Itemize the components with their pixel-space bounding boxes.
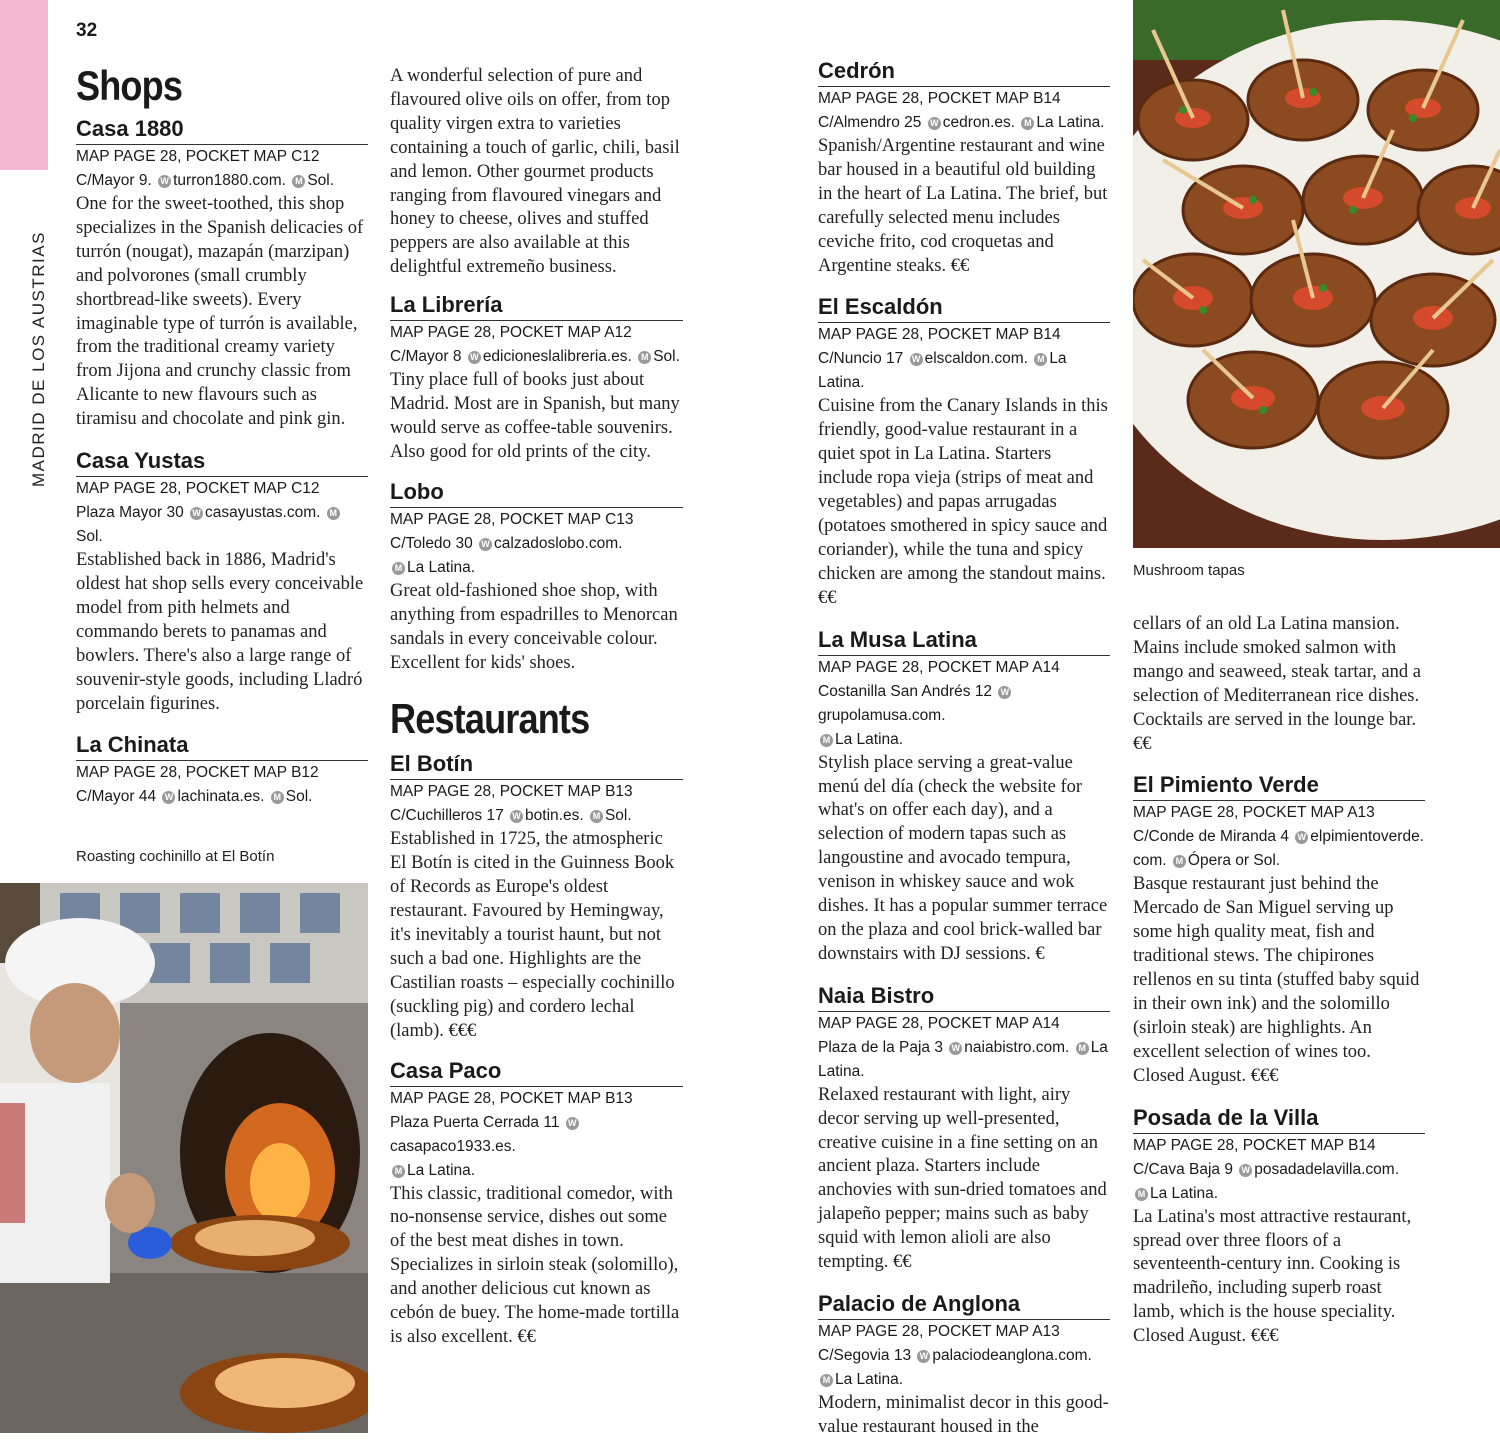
mushroom-tapas-photo (1133, 0, 1500, 548)
entry-description: Great old-fashioned shoe shop, with anything from espadrilles to Menorcan sandals in every conceivable colour. Excellent for kids' shoes. (390, 580, 678, 673)
entry-website[interactable]: naiabistro.com. (964, 1038, 1070, 1056)
metro-icon: M (292, 175, 305, 188)
entry-title: Naia Bistro (818, 983, 1110, 1012)
entry-address-line (390, 1111, 683, 1183)
entry-address: C/Segovia 13 (818, 1347, 912, 1364)
entry-title: Palacio de Anglona (818, 1291, 1110, 1320)
entry-website-cont[interactable]: com. (1133, 852, 1167, 870)
entry-map-ref: MAP PAGE 28, POCKET MAP B12 (76, 764, 319, 782)
entry-description: Cuisine from the Canary Islands in this friendly, good-value restaurant in a quiet spot in La Latina. Starters include ropa vieja (strips of meat and vegetables) and papas arrugadas (potatoes smothered in spicy sauce and coriander), while the tuna and spicy chicken are among the standout mains. €€ (818, 396, 1108, 608)
entry-address-line (390, 532, 683, 580)
entry-website[interactable]: casayustas.com. (205, 504, 321, 522)
entry-address-line (390, 804, 683, 828)
entry-description: Basque restaurant just behind the Mercado de San Miguel serving up some high quality meat, fish and traditional stews. The chipirones rellenos en su tinta (stuffed baby squid in their own ink) and the solomillo (sirloin steak) are highlights. An excellent selection of wines too. Closed August. €€€ (1133, 874, 1420, 1086)
entry-website[interactable]: posadadelavilla.com. (1254, 1160, 1400, 1178)
entry-address-line (1133, 1158, 1425, 1206)
entry-website[interactable]: cedron.es. (942, 114, 1016, 131)
entry-title: El Pimiento Verde (1133, 772, 1425, 801)
entry-description: Established in 1725, the atmospheric El Botín is cited in the Guinness Book of Records as Europe's oldest restaurant. Favoured by Hemingway, it's inevitably a tourist haunt, but not such a bad one. Highlights are the Castilian roasts – especially cochinillo (suckling pig) and cordero lechal (lamb). €€€ (390, 829, 675, 1041)
entry-address: C/Cuchilleros 17 (390, 807, 504, 825)
entry-map-ref: MAP PAGE 28, POCKET MAP B14 (1133, 1136, 1376, 1154)
entry-description: Relaxed restaurant with light, airy decor serving up well-presented, creative cuisine in a fine setting on an ancient plaza. Starters include anchovies with sun-dried tomatoes and jalapeño pepper; mains such as baby squid with lemon alioli are also tempting. €€ (818, 1084, 1107, 1273)
photo-caption-botin: Roasting cochinillo at El Botín (76, 848, 275, 865)
entry-address-line (76, 169, 368, 193)
entry-map-ref: MAP PAGE 28, POCKET MAP B14 (818, 90, 1061, 107)
web-icon: W (910, 353, 923, 366)
web-icon: W (190, 507, 203, 520)
entry-casa-yustas (76, 448, 368, 716)
entry-address: C/Toledo 30 (390, 534, 473, 552)
oven-photo-illustration (0, 883, 368, 1433)
entry-map-ref: MAP PAGE 28, POCKET MAP B13 (390, 1089, 633, 1107)
entry-title: La Librería (390, 292, 683, 321)
entry-website[interactable]: edicioneslalibreria.es. (482, 348, 632, 366)
entry-el-pimiento-verde (1133, 772, 1425, 1088)
entry-address: C/Nuncio 17 (818, 350, 904, 368)
entry-website[interactable]: botin.es. (525, 807, 584, 825)
entry-description: Established back in 1886, Madrid's oldest hat shop sells every conceivable model from pith helmets and commando berets to panamas and bowlers. There's also a large range of souvenir-style goods, including Lladró porcelain figurines. (76, 550, 364, 714)
entry-title: Posada de la Villa (1133, 1105, 1425, 1134)
entry-website[interactable]: elscaldon.com. (924, 350, 1028, 368)
entry-map-ref: MAP PAGE 28, POCKET MAP A14 (818, 658, 1060, 676)
entry-title: Casa 1880 (76, 116, 368, 145)
entry-title: Casa Paco (390, 1058, 683, 1087)
chapter-tab (0, 0, 48, 170)
entry-description: Tiny place full of books just about Madrid. Most are in Spanish, but many would serve as coffee-table souvenirs. Also good for old prints of the city. (390, 370, 680, 462)
entry-title: Lobo (390, 479, 683, 508)
restaurants-heading: Restaurants (390, 695, 590, 743)
entry-address-line (818, 1344, 1110, 1392)
entry-title: El Escaldón (818, 294, 1110, 323)
web-icon: W (158, 175, 171, 188)
entry-description: Spanish/Argentine restaurant and wine bar housed in a beautiful old building in the heart of La Latina. The brief, but carefully selected menu includes ceviche frito, cod croquetas and Argentine steaks. €€ (818, 136, 1108, 276)
entry-el-botin (390, 751, 683, 1043)
entry-map-ref: MAP PAGE 28, POCKET MAP A12 (390, 324, 632, 342)
entry-address-line (390, 345, 683, 369)
entry-la-chinata (76, 732, 368, 809)
entry-metro: Sol. (285, 788, 313, 806)
metro-icon: M (392, 1165, 405, 1178)
entry-address: C/Mayor 8 (390, 348, 462, 366)
entry-metro: Sol. (307, 172, 335, 189)
entry-website[interactable]: lachinata.es. (177, 788, 265, 806)
web-icon: W (566, 1117, 579, 1130)
web-icon: W (468, 351, 481, 364)
entry-address: C/Mayor 9. (76, 172, 152, 189)
entry-map-ref: MAP PAGE 28, POCKET MAP B14 (818, 326, 1061, 344)
entry-website[interactable]: turron1880.com. (173, 172, 286, 189)
entry-posada-de-la-villa (1133, 1105, 1425, 1349)
entry-map-ref: MAP PAGE 28, POCKET MAP B13 (390, 783, 633, 801)
column-3 (818, 58, 1110, 1440)
entry-address-line (76, 501, 368, 549)
entry-address-line (818, 111, 1110, 135)
entry-map-ref: MAP PAGE 28, POCKET MAP C13 (390, 510, 634, 528)
entry-casa-1880 (76, 116, 368, 432)
entry-title: La Chinata (76, 732, 368, 761)
metro-icon: M (1021, 117, 1034, 130)
entry-title: La Musa Latina (818, 627, 1110, 656)
entry-description: Modern, minimalist decor in this good-value restaurant housed in the (818, 1393, 1109, 1437)
metro-icon: M (327, 507, 340, 520)
web-icon: W (917, 1350, 930, 1363)
metro-icon: M (392, 562, 405, 575)
cochinillo-roasting-photo (0, 883, 368, 1433)
entry-website[interactable]: grupolamusa.com. (818, 706, 946, 724)
entry-website[interactable]: casapaco1933.es. (390, 1137, 516, 1155)
entry-casa-paco (390, 1058, 683, 1350)
entry-map-ref: MAP PAGE 28, POCKET MAP A13 (1133, 804, 1375, 822)
entry-address: C/Conde de Miranda 4 (1133, 828, 1289, 846)
entry-metro: La Latina. (818, 1038, 1108, 1080)
metro-icon: M (1173, 855, 1186, 868)
entry-description: La Latina's most attractive restaurant, spread over three floors of a seventeenth-century inn. Cooking is madrileño, including superb roast lamb, which is the house speciality. Closed August. €€€ (1133, 1206, 1412, 1347)
entry-map-ref: MAP PAGE 28, POCKET MAP A14 (818, 1014, 1060, 1032)
entry-website[interactable]: palaciodeanglona.com. (932, 1347, 1092, 1364)
entry-map-ref: MAP PAGE 28, POCKET MAP A13 (818, 1323, 1060, 1340)
entry-address: C/Almendro 25 (818, 114, 922, 131)
web-icon: W (162, 791, 175, 804)
metro-icon: M (820, 734, 833, 747)
entry-cedron (818, 58, 1110, 278)
entry-la-musa-latina (818, 627, 1110, 967)
entry-map-ref: MAP PAGE 28, POCKET MAP C12 (76, 480, 320, 498)
entry-metro: La Latina. (835, 1371, 904, 1388)
web-icon: W (1239, 1164, 1252, 1177)
column-4 (1133, 613, 1425, 1349)
entry-metro: Sol. (604, 807, 632, 825)
entry-metro: La Latina. (407, 1161, 476, 1179)
entry-address-line (818, 680, 1110, 752)
entry-address-line (818, 1036, 1110, 1084)
entry-description: Stylish place serving a great-value menú del día (check the website for what's on offer each day), and a selection of modern tapas such as langoustine and avocado tempura, venison in whiskey sauce and wok dishes. It has a popular summer terrace on the plaza and cool brick-walled bar downstairs with DJ sessions. € (818, 752, 1108, 964)
entry-website[interactable]: elpimientoverde. (1310, 828, 1425, 846)
entry-metro: La Latina. (818, 350, 1067, 392)
metro-icon: M (271, 791, 284, 804)
column-2 (390, 65, 683, 1350)
entry-map-ref: MAP PAGE 28, POCKET MAP C12 (76, 148, 320, 165)
chapter-side-label: MADRID DE LOS AUSTRIAS (29, 231, 48, 487)
entry-title: El Botín (390, 751, 683, 780)
entry-el-escaldon (818, 294, 1110, 610)
shops-heading: Shops (76, 62, 183, 109)
entry-la-libreria (390, 292, 683, 465)
web-icon: W (1295, 831, 1308, 844)
entry-metro: Ópera or Sol. (1187, 852, 1281, 870)
metro-icon: M (638, 351, 651, 364)
entry-palacio-de-anglona (818, 1291, 1110, 1440)
web-icon: W (998, 686, 1011, 699)
entry-description-continued: A wonderful selection of pure and flavoured olive oils on offer, from top quality virgen extra to varieties containing a touch of garlic, chili, basil and lemon. Other gourmet products ranging from flavoured vinegars and honey to cheese, olives and stuffed peppers are also available at this delightful extremeño business. (390, 66, 680, 278)
metro-icon: M (1034, 353, 1047, 366)
column-1 (76, 62, 368, 809)
entry-metro: La Latina. (1150, 1184, 1219, 1202)
entry-metro: La Latina. (835, 730, 904, 748)
entry-metro: Sol. (76, 528, 103, 546)
web-icon: W (510, 810, 523, 823)
entry-description-continued: cellars of an old La Latina mansion. Mains include smoked salmon with mango and seaweed, steak tartar, and a selection of Mediterranean rice dishes. Cocktails are served in the lounge bar. €€ (1133, 614, 1421, 754)
entry-website[interactable]: calzadoslobo.com. (494, 534, 623, 552)
web-icon: W (928, 117, 941, 130)
entry-address: Plaza Mayor 30 (76, 504, 184, 522)
entry-metro: La Latina. (1036, 114, 1105, 131)
web-icon: W (479, 538, 492, 551)
metro-icon: M (1076, 1042, 1089, 1055)
web-icon: W (949, 1042, 962, 1055)
entry-description: This classic, traditional comedor, with no-nonsense service, dishes out some of the best meat dishes in town. Specializes in sirloin steak (solomillo), and another delicious cut known as cebón de buey. The home-made tortilla is also excellent. €€ (390, 1183, 680, 1347)
entry-title: Cedrón (818, 58, 1110, 87)
entry-address-line (1133, 825, 1425, 873)
metro-icon: M (820, 1374, 833, 1387)
entry-title: Casa Yustas (76, 448, 368, 477)
entry-address-line (76, 785, 368, 809)
entry-address: Plaza Puerta Cerrada 11 (390, 1113, 560, 1131)
entry-naia-bistro (818, 983, 1110, 1275)
entry-metro: La Latina. (407, 558, 476, 576)
page-number: 32 (76, 20, 98, 41)
entry-metro: Sol. (653, 348, 680, 366)
entry-address: C/Cava Baja 9 (1133, 1160, 1233, 1178)
photo-caption-tapas: Mushroom tapas (1133, 562, 1245, 579)
entry-description: One for the sweet-toothed, this shop specializes in the Spanish delicacies of turrón (nougat), mazapán (marzipan) and polvorones (small crumbly shortbread-like sweets). Every imaginable type of turrón is available, from the traditional creamy variety from Jijona and crunchy classic from Alicante to new flavours such as tiramisu and chocolate and pink gin. (76, 194, 364, 430)
tapas-photo-illustration (1133, 0, 1500, 548)
entry-address: C/Mayor 44 (76, 788, 157, 806)
entry-address: Costanilla San Andrés 12 (818, 682, 993, 700)
entry-address: Plaza de la Paja 3 (818, 1038, 943, 1056)
entry-lobo (390, 479, 683, 676)
metro-icon: M (590, 810, 603, 823)
entry-address-line (818, 347, 1110, 395)
metro-icon: M (1135, 1188, 1148, 1201)
